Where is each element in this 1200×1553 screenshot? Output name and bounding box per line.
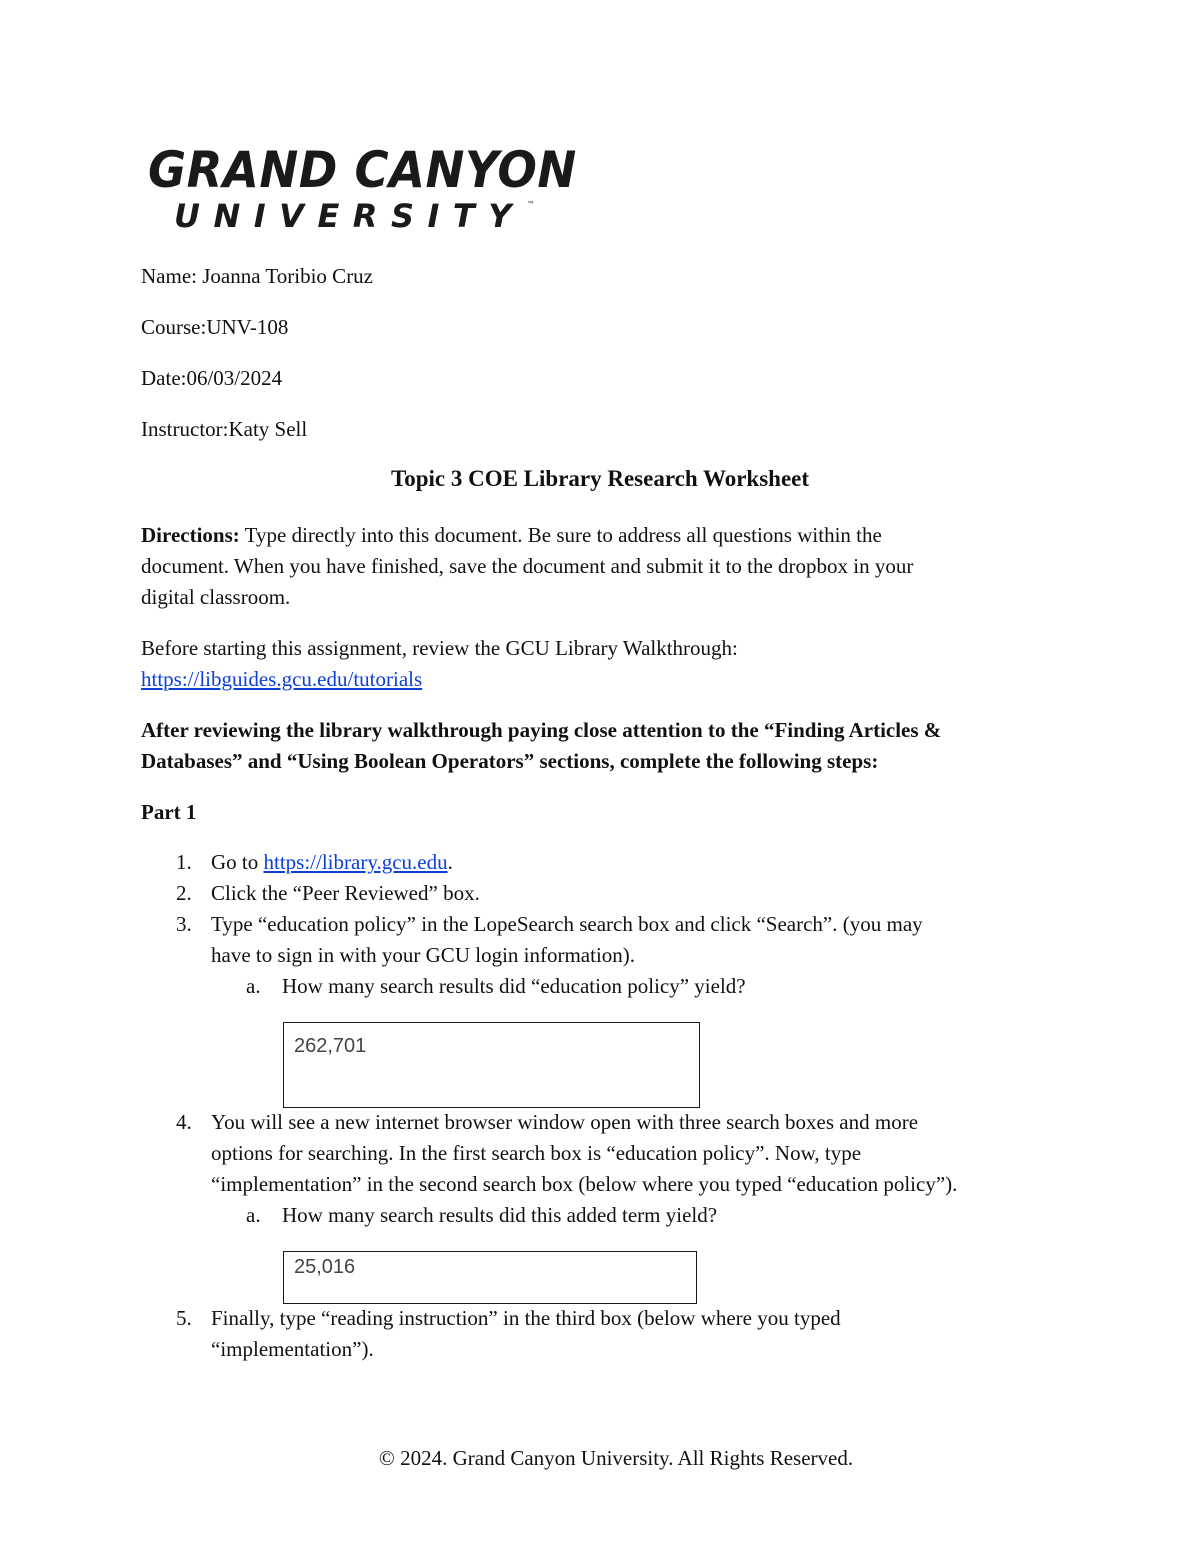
- step-1-text: Go to https://library.gcu.edu.: [211, 850, 453, 874]
- step-4-text-line-1: You will see a new internet browser window open with three search boxes and more: [211, 1110, 919, 1134]
- step-2-text: Click the “Peer Reviewed” box.: [211, 881, 480, 905]
- step-3a-letter: a.: [246, 974, 261, 998]
- step-3a-question: How many search results did “education policy” yield?: [282, 974, 746, 998]
- course-code: Course:UNV-108: [141, 315, 289, 339]
- logo-trademark: ™: [527, 200, 535, 209]
- answer-box-4a[interactable]: 25,016: [283, 1251, 697, 1304]
- step-4-number: 4.: [176, 1110, 192, 1134]
- step-2-number: 2.: [176, 881, 192, 905]
- step-3-text-line-2: have to sign in with your GCU login information).: [211, 943, 636, 967]
- step-5-number: 5.: [176, 1306, 192, 1330]
- walkthrough-text: Before starting this assignment, review the GCU Library Walkthrough:: [141, 636, 738, 660]
- step-5-text-line-2: “implementation”).: [211, 1337, 374, 1361]
- copyright-footer: © 2024. Grand Canyon University. All Rights Reserved.: [378, 1446, 854, 1470]
- tutorials-link[interactable]: https://libguides.gcu.edu/tutorials: [141, 667, 423, 691]
- step-5-text-line-1: Finally, type “reading instruction” in the third box (below where you typed: [211, 1306, 841, 1330]
- step-4a-question: How many search results did this added term yield?: [282, 1203, 718, 1227]
- step-4a-letter: a.: [246, 1203, 261, 1227]
- logo-wordmark-bottom: UNIVERSITY: [174, 197, 525, 235]
- answer-box-3a[interactable]: 262,701: [283, 1022, 700, 1108]
- directions-label: Directions:: [141, 523, 240, 547]
- part-1-heading: Part 1: [141, 800, 197, 824]
- student-name: Name: Joanna Toribio Cruz: [141, 264, 374, 288]
- instructions-line-1: After reviewing the library walkthrough paying close attention to the “Finding Articles &: [141, 718, 942, 742]
- library-link[interactable]: https://library.gcu.edu: [263, 850, 448, 874]
- step-4-text-line-2: options for searching. In the first search box is “education policy”. Now, type: [211, 1141, 862, 1165]
- step-3-number: 3.: [176, 912, 192, 936]
- worksheet-title: Topic 3 COE Library Research Worksheet: [390, 466, 810, 491]
- directions-line-3: digital classroom.: [141, 585, 291, 609]
- university-logo: [148, 141, 577, 236]
- submission-date: Date:06/03/2024: [141, 366, 283, 390]
- directions-line-2: document. When you have finished, save the document and submit it to the dropbox in your: [141, 554, 914, 578]
- step-1-number: 1.: [176, 850, 192, 874]
- step-4-text-line-3: “implementation” in the second search box (below where you typed “education policy”).: [211, 1172, 958, 1196]
- instructor-name: Instructor:Katy Sell: [141, 417, 308, 441]
- step-3-text-line-1: Type “education policy” in the LopeSearch search box and click “Search”. (you may: [211, 912, 923, 936]
- logo-wordmark-top: GRAND CANYON: [148, 141, 577, 199]
- directions-line-1: Directions: Type directly into this document. Be sure to address all questions within the: [141, 523, 882, 547]
- instructions-line-2: Databases” and “Using Boolean Operators” sections, complete the following steps:: [141, 749, 879, 773]
- walkthrough-link-line: [141, 664, 422, 695]
